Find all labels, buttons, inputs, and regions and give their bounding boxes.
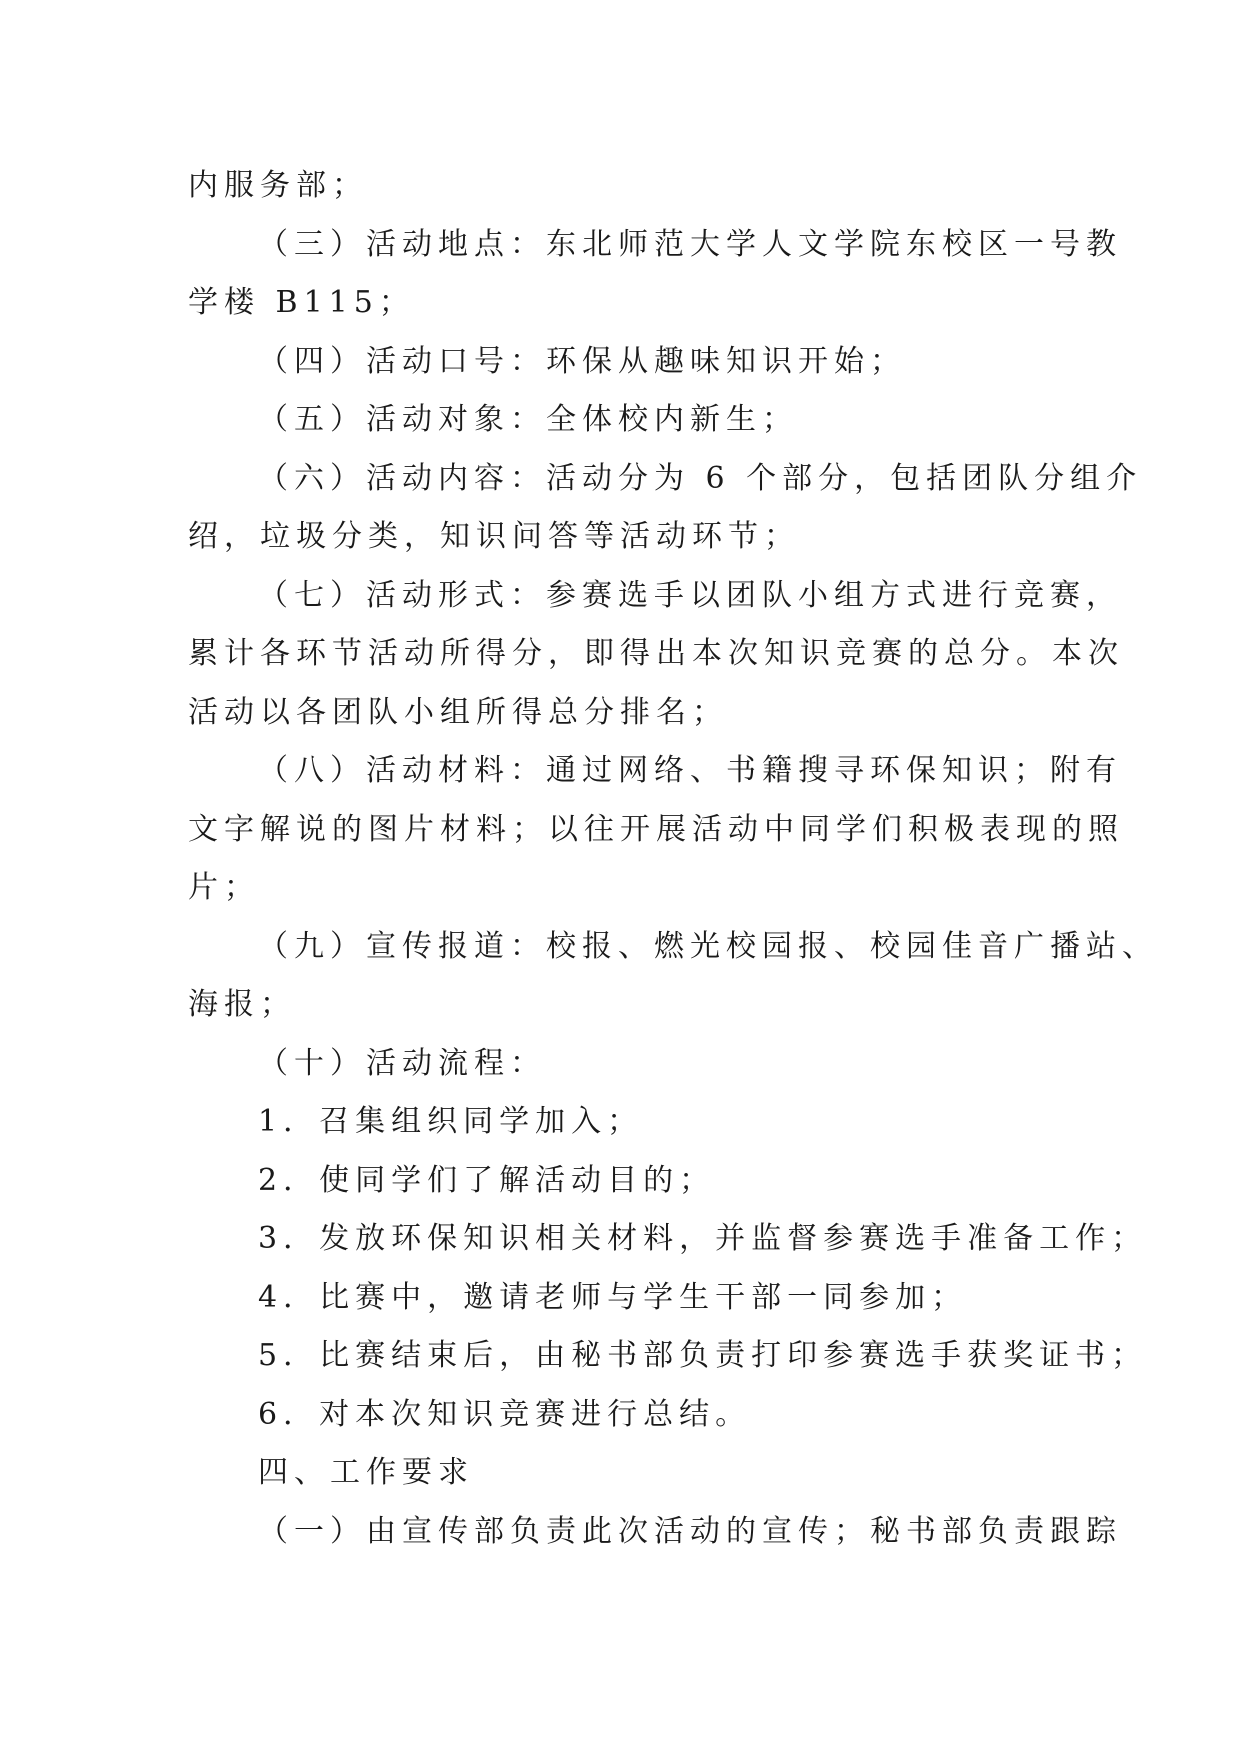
text-line-11: （八）活动材料：通过网络、书籍搜寻环保知识；附有 <box>258 753 1122 788</box>
text-line-2: （三）活动地点：东北师范大学人文学院东校区一号教 <box>258 227 1122 262</box>
text-line-16: （十）活动流程： <box>258 1046 546 1081</box>
text-line-7: 绍，垃圾分类，知识问答等活动环节； <box>188 519 800 554</box>
text-line-18: 2．使同学们了解活动目的； <box>258 1163 716 1198</box>
text-line-8: （七）活动形式：参赛选手以团队小组方式进行竞赛， <box>258 578 1122 613</box>
text-line-3: 学楼 B115； <box>188 285 415 320</box>
text-line-10: 活动以各团队小组所得总分排名； <box>188 695 728 730</box>
text-line-17: 1．召集组织同学加入； <box>258 1104 644 1139</box>
text-line-19: 3．发放环保知识相关材料，并监督参赛选手准备工作； <box>258 1221 1148 1256</box>
text-line-6: （六）活动内容：活动分为 6 个部分，包括团队分组介 <box>258 461 1143 496</box>
text-line-4: （四）活动口号：环保从趣味知识开始； <box>258 344 906 379</box>
text-line-24: （一）由宣传部负责此次活动的宣传；秘书部负责跟踪 <box>258 1514 1122 1549</box>
text-line-23: 四、工作要求 <box>258 1455 474 1490</box>
text-line-13: 片； <box>188 870 260 905</box>
text-line-20: 4．比赛中，邀请老师与学生干部一同参加； <box>258 1280 968 1315</box>
text-line-5: （五）活动对象：全体校内新生； <box>258 402 798 437</box>
text-line-1: 内服务部； <box>188 168 368 203</box>
text-line-21: 5．比赛结束后，由秘书部负责打印参赛选手获奖证书； <box>258 1338 1148 1373</box>
text-line-9: 累计各环节活动所得分，即得出本次知识竞赛的总分。本次 <box>188 636 1124 671</box>
text-line-14: （九）宣传报道：校报、燃光校园报、校园佳音广播站、 <box>258 929 1158 964</box>
text-line-22: 6．对本次知识竞赛进行总结。 <box>258 1397 752 1432</box>
text-line-12: 文字解说的图片材料；以往开展活动中同学们积极表现的照 <box>188 812 1124 847</box>
text-line-15: 海报； <box>188 987 296 1022</box>
